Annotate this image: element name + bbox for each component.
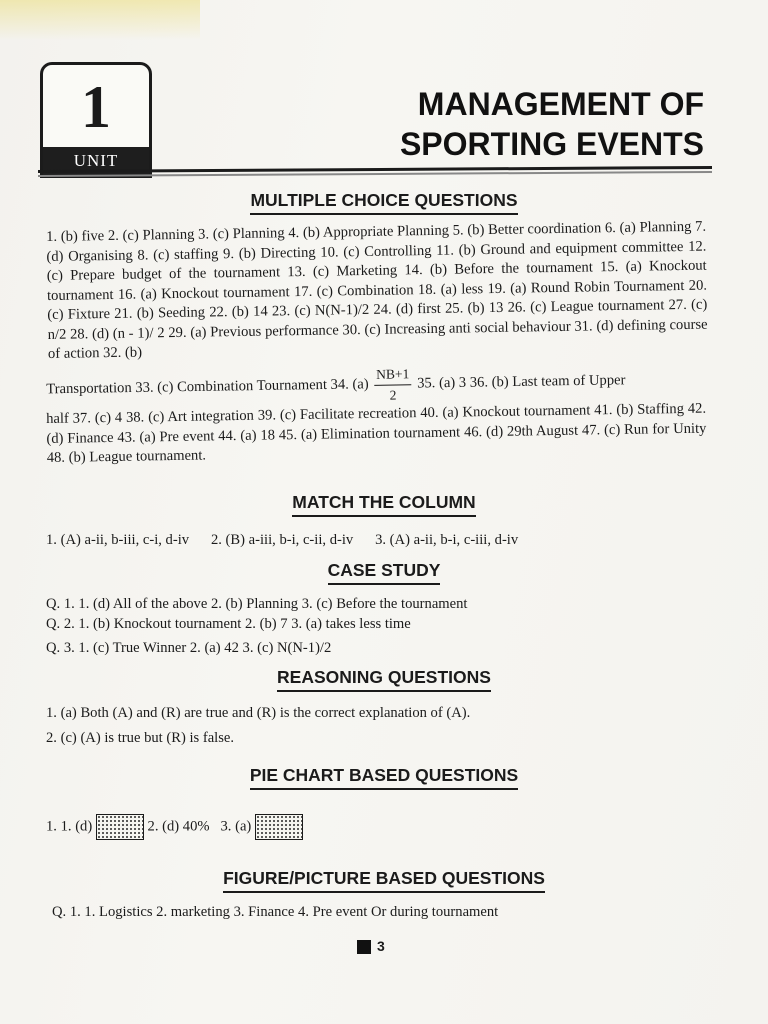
page-number-marker	[357, 940, 371, 954]
mcq-answers-part1: 1. (b) five 2. (c) Planning 3. (c) Planning 4. (b) Appropriate Planning 5. (b) Better coordination 6. (a) Planning 7. (d) Organising 8. (c) staffing 9. (b) Directing 10. (c) Controlling 11. (b) Ground and equipment committee 12. (c) Prepare budget of the tournament 13. (c) Marketing 14. (b) Before the tournament 15. (a) Knockout tournament 16. (a) Knockout tournament 17. (c) Combination 18. (a) less 19. (a) Round Robin Tournament 20. (c) Fixture 21. (b) Seeding 22. (b) 14 23. (c) N(N-1)/2 24. (d) first 25. (b) 13 26. (c) League tournament 27. (c) n/2 28. (d) (n - 1)/ 2 29. (a) Previous performance 30. (c) Increasing anti social behaviour 31. (d) defining course of action 32. (b)	[46, 218, 708, 362]
mcq-answers-part2-post: 35. (a) 3 36. (b) Last team of Upper	[417, 372, 626, 392]
case-study-line: Q. 1. 1. (d) All of the above 2. (b) Planning 3. (c) Before the tournament	[46, 596, 468, 612]
match-heading: MATCH THE COLUMN	[0, 492, 768, 517]
figure-answers: Q. 1. 1. Logistics 2. marketing 3. Finance 4. Pre event Or during tournament	[52, 904, 499, 920]
fraction-numerator: NB+1	[374, 364, 411, 385]
case-study-line: Q. 2. 1. (b) Knockout tournament 2. (b) 7 3. (a) takes less time	[46, 616, 411, 632]
dotted-box-image	[255, 814, 303, 840]
case-study-line: Q. 3. 1. (c) True Winner 2. (a) 42 3. (c) N(N-1)/2	[46, 640, 332, 656]
pie-chart-heading: PIE CHART BASED QUESTIONS	[0, 765, 768, 790]
case-study-heading: CASE STUDY	[0, 560, 768, 585]
dotted-box-image	[96, 814, 144, 840]
pie-answers	[46, 814, 303, 840]
reasoning-line: 1. (a) Both (A) and (R) are true and (R) is the correct explanation of (A).	[46, 705, 471, 721]
page-corner-tint	[0, 0, 200, 40]
pie-answer-3: 3. (a)	[220, 818, 252, 835]
unit-number: 1	[81, 74, 111, 140]
unit-label: UNIT	[43, 147, 149, 175]
pie-answer-1: 1. 1. (d)	[46, 818, 93, 835]
figure-heading: FIGURE/PICTURE BASED QUESTIONS	[0, 868, 768, 893]
unit-badge	[40, 62, 152, 178]
reasoning-line: 2. (c) (A) is true but (R) is false.	[46, 730, 235, 746]
chapter-title-line2: SPORTING EVENTS	[399, 126, 704, 162]
mcq-heading: MULTIPLE CHOICE QUESTIONS	[0, 190, 768, 215]
mcq-answers-part3: half 37. (c) 4 38. (c) Art integration 39. (c) Facilitate recreation 40. (a) Knockout tournament 41. (b) Staffing 42. (d) Finance 43. (a) Pre event 44. (a) 18 45. (a) Elimination tournament 46. (d) 29th August 47. (c) Run for Unity 48. (b) League tournament.	[46, 400, 707, 466]
chapter-title-line1: MANAGEMENT OF	[417, 86, 704, 122]
reasoning-heading: REASONING QUESTIONS	[0, 667, 768, 692]
page-number: 3	[377, 938, 385, 954]
chapter-title	[400, 84, 704, 164]
fraction	[374, 364, 412, 405]
fraction-denominator: 2	[389, 386, 397, 403]
pie-answer-2: 2. (d) 40%	[147, 818, 210, 835]
mcq-answers-part2-pre: Transportation 33. (c) Combination Tournament 34. (a)	[46, 376, 369, 398]
match-answers: 1. (A) a-ii, b-iii, c-i, d-iv 2. (B) a-iii, b-i, c-ii, d-iv 3. (A) a-ii, b-i, c-iii, d-iv	[46, 532, 519, 548]
